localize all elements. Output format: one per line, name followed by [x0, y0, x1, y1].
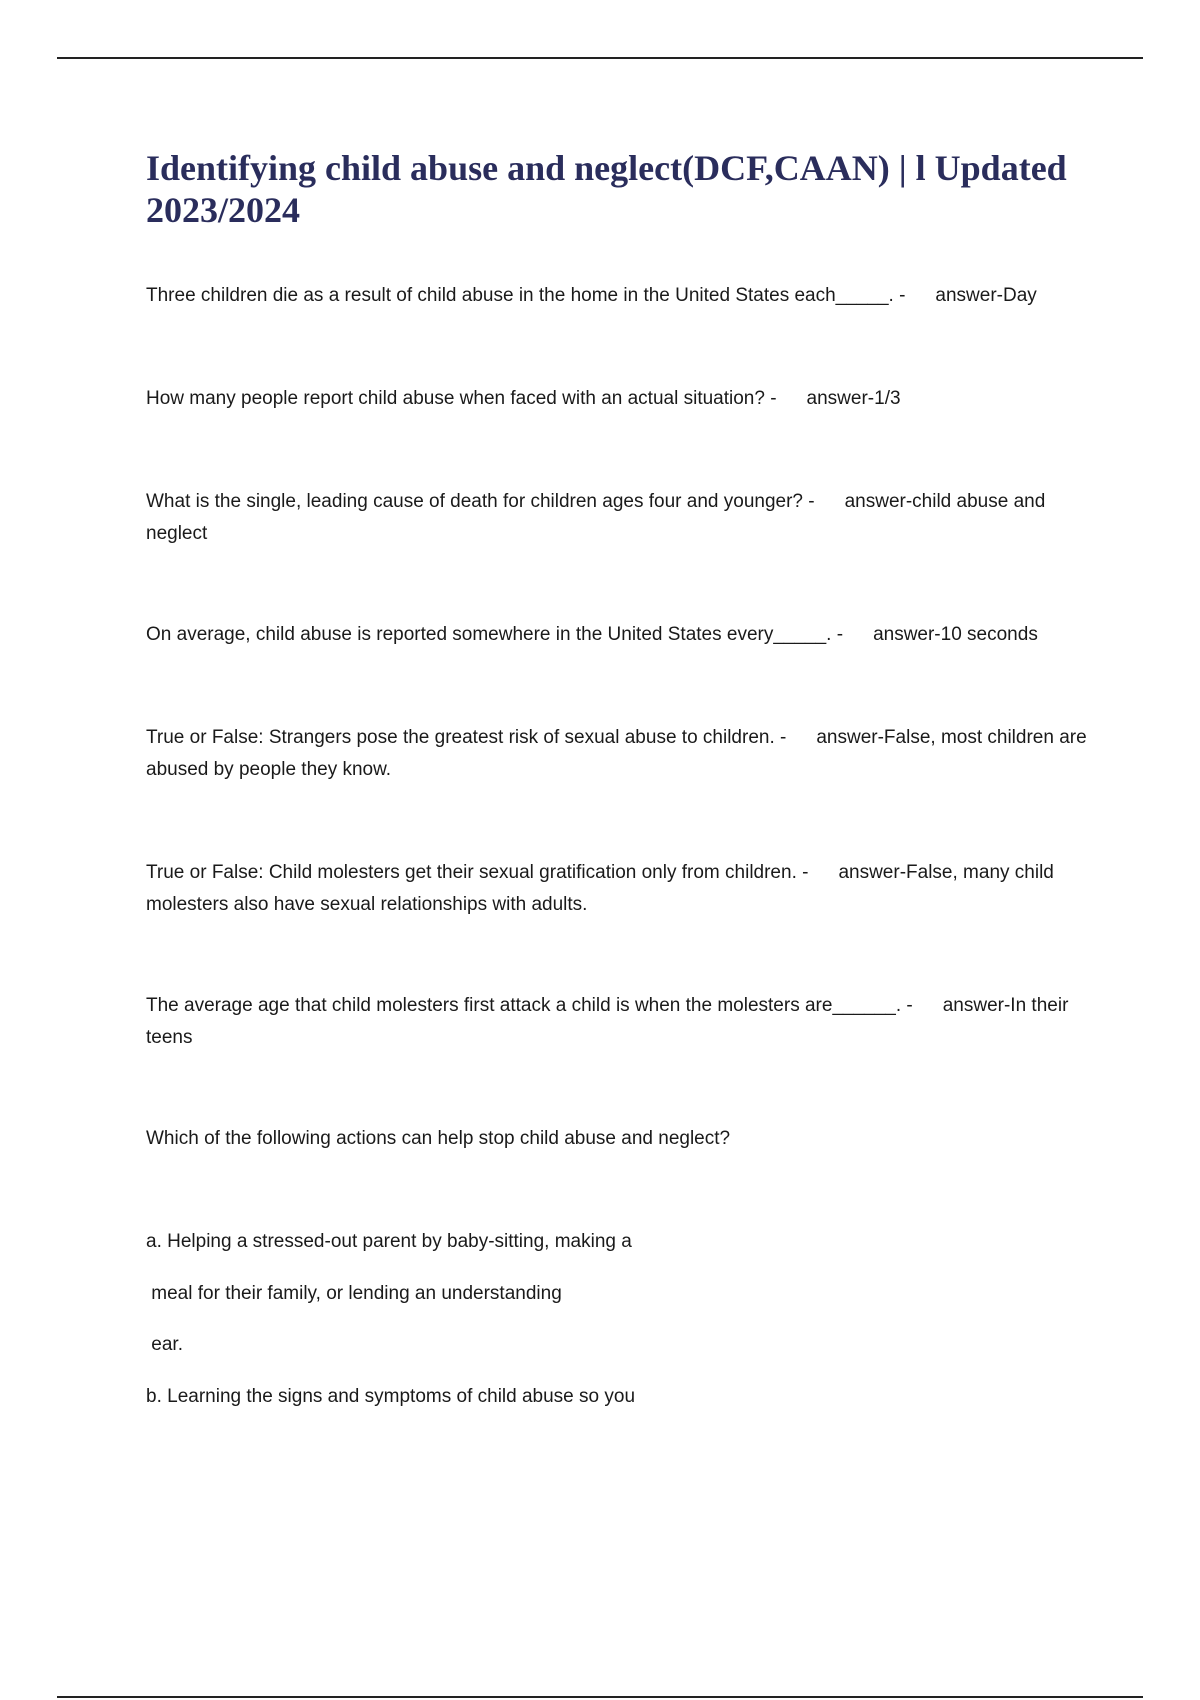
option-line: a. Helping a stressed-out parent by baby-sitting, making a	[146, 1231, 632, 1252]
document-title: Identifying child abuse and neglect(DCF,CAAN) | l Updated 2023/2024	[146, 148, 1067, 230]
qa-item	[146, 619, 1091, 651]
answer-text: answer-In their teens	[146, 995, 1069, 1048]
qa-item	[146, 857, 1091, 921]
qa-item	[146, 383, 1091, 415]
answer-text: answer-Day	[935, 285, 1037, 306]
question-text: Three children die as a result of child abuse in the home in the United States each_____. -	[146, 285, 906, 306]
option-line: meal for their family, or lending an understanding	[146, 1283, 562, 1304]
question-text: The average age that child molesters first attack a child is when the molesters are______. -	[146, 995, 913, 1016]
question-text: True or False: Child molesters get their sexual gratification only from children. -	[146, 862, 809, 883]
question-text: On average, child abuse is reported somewhere in the United States every_____. -	[146, 624, 844, 645]
answer-text: answer-False, many child molesters also have sexual relationships with adults.	[146, 862, 1054, 915]
qa-item	[146, 486, 1091, 550]
answer-text: answer-1/3	[806, 388, 901, 409]
option-line: b. Learning the signs and symptoms of child abuse so you	[146, 1386, 636, 1407]
final-question: Which of the following actions can help stop child abuse and neglect?	[146, 1128, 731, 1149]
footer-rule	[57, 1696, 1143, 1698]
header-rule	[57, 57, 1143, 59]
qa-item	[146, 722, 1091, 786]
question-text: True or False: Strangers pose the greatest risk of sexual abuse to children. -	[146, 727, 787, 748]
option-line: ear.	[146, 1334, 183, 1355]
answer-text: answer-False, most children are abused by people they know.	[146, 727, 1087, 780]
question-text: What is the single, leading cause of death for children ages four and younger? -	[146, 491, 815, 512]
qa-item	[146, 990, 1091, 1054]
answer-text: answer-child abuse and neglect	[146, 491, 1046, 544]
answer-text: answer-10 seconds	[873, 624, 1038, 645]
question-text: How many people report child abuse when faced with an actual situation? -	[146, 388, 777, 409]
qa-item	[146, 280, 1091, 312]
